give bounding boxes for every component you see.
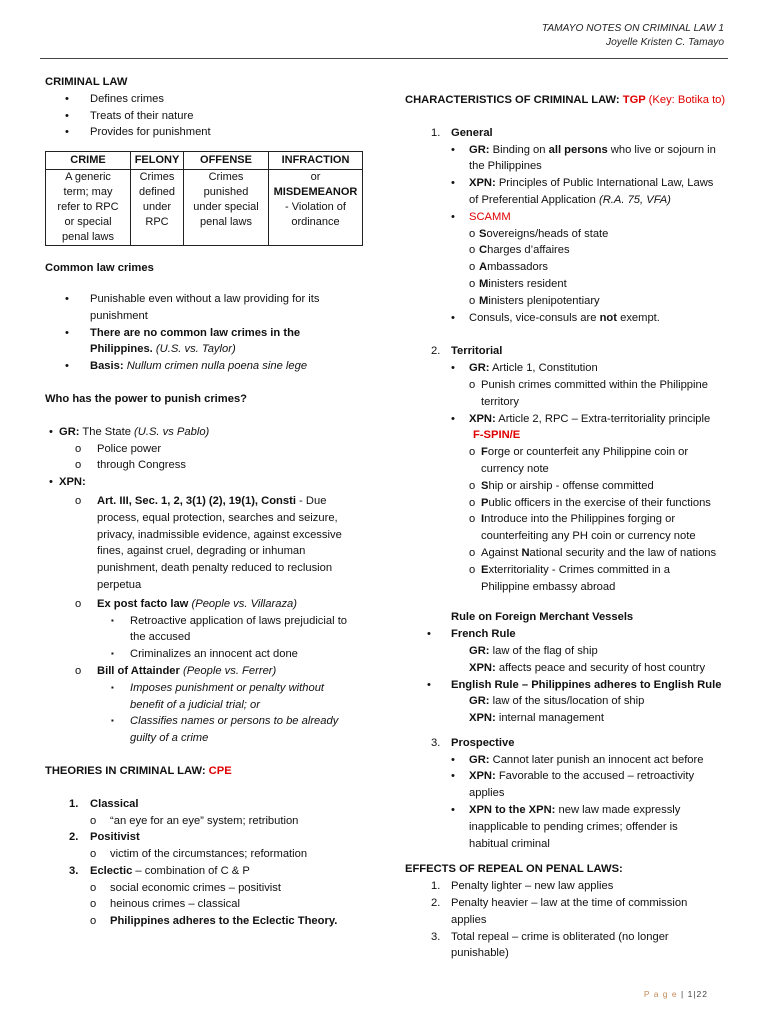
- bullet-icon: •: [451, 362, 455, 375]
- list-item: French Rule: [451, 628, 516, 641]
- list-item: General: [451, 126, 493, 139]
- characteristics-title: CHARACTERISTICS OF CRIMINAL LAW: TGP (Key: Botika to): [405, 94, 726, 106]
- list-item: heinous crimes – classical: [110, 898, 240, 911]
- list-item: Imposes punishment or penalty without benefit of a judicial trial; or: [130, 681, 325, 711]
- circle-bullet-icon: o: [75, 597, 82, 610]
- page-header: [542, 22, 724, 50]
- list-number: 1.: [431, 126, 441, 139]
- bullet-icon: •: [65, 360, 69, 373]
- list-item: Penalty heavier – law at the time of commission applies: [451, 897, 688, 926]
- list-item: There are no common law crimes in the Philippines. (U.S. vs. Taylor): [90, 326, 301, 356]
- right-column: [405, 92, 735, 962]
- circle-bullet-icon: o: [469, 563, 476, 576]
- list-item: Ministers plenipotentiary: [479, 294, 600, 307]
- header-title: TAMAYO NOTES ON CRIMINAL LAW 1: [541, 23, 724, 34]
- theories-title: THEORIES IN CRIMINAL LAW: CPE: [45, 764, 232, 777]
- crime-definitions-table: [45, 151, 363, 246]
- table-header: FELONY: [131, 152, 184, 170]
- list-item: Ambassadors: [479, 261, 549, 274]
- circle-bullet-icon: o: [469, 378, 476, 391]
- bullet-icon: •: [451, 210, 455, 223]
- bullet-icon: •: [427, 678, 431, 691]
- circle-bullet-icon: o: [90, 915, 97, 928]
- list-item: Art. III, Sec. 1, 2, 3(1) (2), 19(1), Consti - Due process, equal protection, searches and seizure, privacy, inadmissible evidence, against excessive fines, against cruel, degrading or inhuman punishment, death penalty reduced to reclusion perpetua: [97, 494, 342, 591]
- bullet-icon: •: [65, 109, 69, 122]
- bullet-icon: •: [451, 770, 455, 783]
- list-item: XPN: Article 2, RPC – Extra-territoriality principle: [469, 412, 711, 425]
- list-item: Consuls, vice-consuls are not exempt.: [469, 311, 660, 324]
- list-number: 3.: [431, 930, 441, 943]
- table-header: INFRACTION: [269, 152, 363, 170]
- list-item: Penalty lighter – new law applies: [451, 880, 614, 893]
- circle-bullet-icon: o: [469, 227, 476, 240]
- list-item: GR: law of the flag of ship: [469, 644, 598, 657]
- list-item: Treats of their nature: [90, 109, 194, 122]
- criminal-law-title: CRIMINAL LAW: [45, 76, 128, 88]
- circle-bullet-icon: o: [90, 814, 97, 827]
- list-item: Criminalizes an innocent act done: [130, 648, 298, 661]
- circle-bullet-icon: o: [90, 881, 97, 894]
- circle-bullet-icon: o: [469, 277, 476, 290]
- list-number: 3.: [69, 864, 79, 877]
- list-item: Punish crimes committed within the Philippine territory: [481, 378, 708, 408]
- circle-bullet-icon: o: [90, 848, 97, 861]
- repeal-title: EFFECTS OF REPEAL ON PENAL LAWS:: [405, 863, 623, 876]
- table-header: OFFENSE: [184, 152, 269, 170]
- list-item: Territorial: [451, 345, 503, 358]
- merchant-title: Rule on Foreign Merchant Vessels: [451, 611, 634, 624]
- header-rule: [40, 58, 728, 59]
- list-item: Retroactive application of laws prejudicial to the accused: [130, 614, 348, 644]
- common-law-title: Common law crimes: [45, 262, 154, 275]
- list-item: Classical: [90, 797, 139, 810]
- list-item: through Congress: [97, 459, 186, 472]
- square-bullet-icon: ▪: [111, 615, 114, 625]
- list-item: Exterritoriality - Crimes committed in a Philippine embassy abroad: [481, 563, 670, 593]
- table-cell: A generic term; may refer to RPC or special penal laws: [46, 170, 131, 246]
- circle-bullet-icon: o: [75, 459, 82, 472]
- list-item: XPN:: [59, 476, 86, 489]
- circle-bullet-icon: o: [469, 446, 476, 459]
- left-column: [45, 74, 365, 930]
- list-item: XPN: Favorable to the accused – retroactivity applies: [469, 770, 695, 800]
- circle-bullet-icon: o: [469, 546, 476, 559]
- square-bullet-icon: ▪: [111, 682, 114, 692]
- bullet-icon: •: [451, 753, 455, 766]
- list-item: “an eye for an eye” system; retribution: [110, 814, 299, 827]
- list-item: Public officers in the exercise of their functions: [481, 496, 711, 509]
- power-title: Who has the power to punish crimes?: [45, 392, 248, 405]
- bullet-icon: •: [65, 126, 69, 139]
- circle-bullet-icon: o: [469, 294, 476, 307]
- header-author: Joyelle Kristen C. Tamayo: [606, 37, 724, 48]
- list-item: GR: The State (U.S. vs Pablo): [59, 425, 210, 438]
- circle-bullet-icon: o: [75, 494, 82, 507]
- table-cell: Crimes defined under RPC: [131, 170, 184, 246]
- list-item: Ship or airship - offense committed: [481, 479, 654, 492]
- list-item: XPN to the XPN: new law made expressly inapplicable to pending crimes; offender is habitual criminal: [469, 804, 681, 850]
- list-item: Basis: Nullum crimen nulla poena sine lege: [90, 360, 308, 373]
- bullet-icon: •: [451, 143, 455, 156]
- list-item: Ministers resident: [479, 277, 567, 290]
- list-item: XPN: Principles of Public International Law, Laws of Preferential Application (R.A. 75, VFA): [469, 177, 714, 206]
- circle-bullet-icon: o: [469, 244, 476, 257]
- circle-bullet-icon: o: [90, 898, 97, 911]
- list-item: SCAMM: [469, 210, 511, 223]
- page-footer: P a g e | 1|22: [643, 989, 708, 999]
- list-item: XPN: affects peace and security of host country: [469, 661, 706, 674]
- circle-bullet-icon: o: [75, 442, 82, 455]
- list-item: Bill of Attainder (People vs. Ferrer): [97, 664, 277, 677]
- list-item: Punishable even without a law providing for its punishment: [90, 292, 320, 322]
- list-item: Introduce into the Philippines forging or counterfeiting any PH coin or currency note: [481, 513, 696, 543]
- list-number: 3.: [431, 736, 441, 749]
- table-cell: or MISDEMEANOR - Violation of ordinance: [269, 170, 363, 246]
- list-item: Eclectic – combination of C & P: [90, 864, 250, 877]
- list-item: XPN: internal management: [469, 712, 604, 725]
- list-item: social economic crimes – positivist: [110, 881, 281, 894]
- bullet-icon: •: [451, 177, 455, 190]
- bullet-icon: •: [451, 804, 455, 817]
- list-item: Charges d’affaires: [479, 244, 570, 257]
- square-bullet-icon: ▪: [111, 716, 114, 726]
- list-item: Positivist: [90, 831, 140, 844]
- list-item: GR: law of the situs/location of ship: [469, 695, 645, 708]
- list-number: 2.: [69, 831, 79, 844]
- circle-bullet-icon: o: [469, 479, 476, 492]
- page-total: 22: [696, 989, 708, 999]
- bullet-icon: •: [65, 326, 69, 339]
- table-cell: Crimes punished under special penal laws: [184, 170, 269, 246]
- list-item: Provides for punishment: [90, 126, 211, 139]
- list-item: English Rule – Philippines adheres to English Rule: [451, 678, 722, 691]
- square-bullet-icon: ▪: [111, 649, 114, 659]
- list-item: Forge or counterfeit any Philippine coin or currency note: [481, 446, 689, 475]
- page-number: 1: [687, 989, 694, 999]
- bullet-icon: •: [65, 92, 69, 105]
- circle-bullet-icon: o: [469, 513, 476, 526]
- list-item: Ex post facto law (People vs. Villaraza): [97, 597, 297, 610]
- list-number: 2.: [431, 345, 441, 358]
- fspin-key: F-SPIN/E: [473, 429, 521, 442]
- circle-bullet-icon: o: [469, 261, 476, 274]
- circle-bullet-icon: o: [75, 664, 82, 677]
- page-label: P a g e: [643, 989, 678, 999]
- list-item: Classifies names or persons to be already guilty of a crime: [130, 715, 339, 745]
- list-item: GR: Cannot later punish an innocent act before: [469, 753, 704, 766]
- bullet-icon: •: [451, 311, 455, 324]
- list-item: Sovereigns/heads of state: [479, 227, 609, 240]
- list-item: Philippines adheres to the Eclectic Theory.: [110, 915, 338, 928]
- list-item: victim of the circumstances; reformation: [110, 848, 308, 861]
- bullet-icon: •: [65, 292, 69, 305]
- bullet-icon: •: [451, 412, 455, 425]
- list-item: Defines crimes: [90, 92, 164, 105]
- list-item: GR: Article 1, Constitution: [469, 362, 598, 375]
- list-item: Against National security and the law of nations: [481, 546, 717, 559]
- list-item: Police power: [97, 442, 162, 455]
- list-number: 1.: [431, 880, 441, 893]
- list-item: GR: Binding on all persons who live or sojourn in the Philippines: [469, 143, 716, 173]
- list-number: 2.: [431, 897, 441, 910]
- bullet-icon: •: [49, 425, 53, 438]
- table-header: CRIME: [46, 152, 131, 170]
- circle-bullet-icon: o: [469, 496, 476, 509]
- list-item: Prospective: [451, 736, 515, 749]
- list-number: 1.: [69, 797, 79, 810]
- page-separator: |: [680, 989, 685, 999]
- bullet-icon: •: [49, 476, 53, 489]
- list-item: Total repeal – crime is obliterated (no longer punishable): [451, 930, 669, 960]
- bullet-icon: •: [427, 628, 431, 641]
